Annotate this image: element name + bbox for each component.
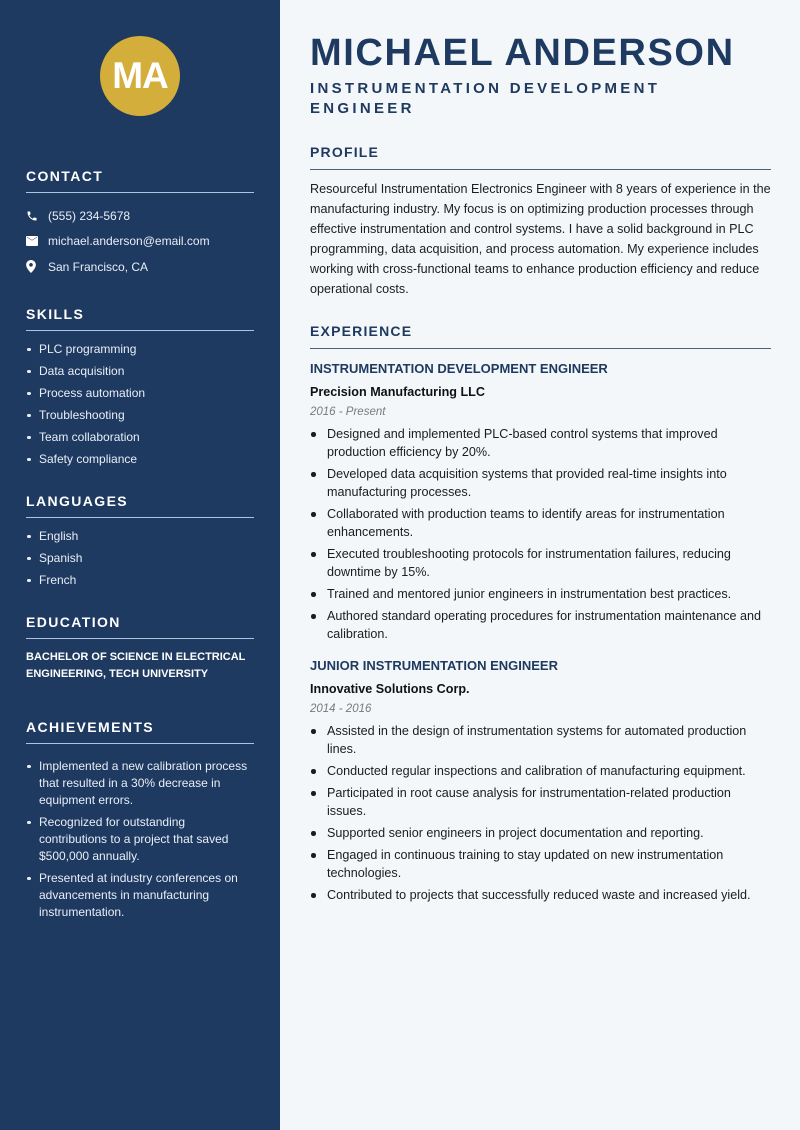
experience-heading: EXPERIENCE <box>310 323 771 349</box>
education-degree: BACHELOR OF SCIENCE IN ELECTRICAL ENGINEERING, TECH UNIVERSITY <box>26 650 246 680</box>
job-entry <box>310 360 771 643</box>
contact-section <box>26 168 254 280</box>
skills-section <box>26 306 254 468</box>
job-company: Precision Manufacturing LLC <box>310 385 485 399</box>
achievement-item: Presented at industry conferences on advancements in manufacturing instrumentation. <box>26 870 254 921</box>
achievements-list <box>26 758 254 921</box>
job-bullet: Collaborated with production teams to identify areas for instrumentation enhancements. <box>310 505 771 541</box>
job-bullets <box>310 425 771 643</box>
job-bullet: Contributed to projects that successfully reduced waste and increased yield. <box>310 886 771 904</box>
skill-item: PLC programming <box>26 341 254 358</box>
skill-item: Process automation <box>26 385 254 402</box>
education-heading: EDUCATION <box>26 614 254 639</box>
achievement-item: Implemented a new calibration process that resulted in a 30% decrease in equipment errors. <box>26 758 254 809</box>
job-company: Innovative Solutions Corp. <box>310 682 470 696</box>
job-bullet: Participated in root cause analysis for instrumentation-related production issues. <box>310 784 771 820</box>
profile-section <box>310 144 771 299</box>
language-item: English <box>26 528 254 545</box>
job-bullet: Executed troubleshooting protocols for instrumentation failures, reducing downtime by 15%. <box>310 545 771 581</box>
skills-list <box>26 341 254 468</box>
skill-item: Team collaboration <box>26 429 254 446</box>
contact-location-text: San Francisco, CA <box>48 259 149 274</box>
job-bullet: Supported senior engineers in project documentation and reporting. <box>310 824 771 842</box>
job-role: INSTRUMENTATION DEVELOPMENT ENGINEER <box>310 361 608 376</box>
languages-heading: LANGUAGES <box>26 493 254 518</box>
contact-email <box>26 229 254 255</box>
job-dates: 2014 - 2016 <box>310 703 372 715</box>
contact-phone-text[interactable]: (555) 234-5678 <box>48 208 131 223</box>
email-icon <box>26 236 48 246</box>
languages-list <box>26 528 254 589</box>
location-pin-icon <box>26 260 48 273</box>
education-section <box>26 614 254 683</box>
job-bullets <box>310 722 771 904</box>
job-entry <box>310 657 771 904</box>
skill-item: Safety compliance <box>26 451 254 468</box>
job-bullet: Assisted in the design of instrumentation systems for automated production lines. <box>310 722 771 758</box>
job-bullet: Engaged in continuous training to stay updated on new instrumentation technologies. <box>310 846 771 882</box>
candidate-title: INSTRUMENTATION DEVELOPMENT ENGINEER <box>310 80 661 117</box>
job-bullet: Authored standard operating procedures for instrumentation maintenance and calibration. <box>310 607 771 643</box>
achievements-heading: ACHIEVEMENTS <box>26 719 254 744</box>
skill-item: Troubleshooting <box>26 407 254 424</box>
job-bullet: Trained and mentored junior engineers in instrumentation best practices. <box>310 585 771 603</box>
job-bullet: Designed and implemented PLC-based control systems that improved production efficiency by 20%. <box>310 425 771 461</box>
language-item: Spanish <box>26 550 254 567</box>
contact-heading: CONTACT <box>26 168 254 193</box>
language-item: French <box>26 572 254 589</box>
main-content <box>280 0 800 1130</box>
candidate-name: MICHAEL ANDERSON <box>310 32 735 74</box>
achievements-section <box>26 719 254 921</box>
phone-icon <box>26 210 48 222</box>
job-role: JUNIOR INSTRUMENTATION ENGINEER <box>310 658 558 673</box>
experience-section <box>310 323 771 904</box>
job-bullet: Developed data acquisition systems that provided real-time insights into manufacturing processes. <box>310 465 771 501</box>
languages-section <box>26 493 254 589</box>
contact-phone <box>26 203 254 229</box>
achievement-item: Recognized for outstanding contributions to a project that saved $500,000 annually. <box>26 814 254 865</box>
avatar-initials: MA <box>100 36 180 116</box>
profile-heading: PROFILE <box>310 144 771 170</box>
profile-summary: Resourceful Instrumentation Electronics Engineer with 8 years of experience in the manufacturing industry. My focus is on optimizing production processes through effective instrumentation and control systems. I have a solid background in PLC programming, data acquisition, and process automation. My experience includes working with cross-functional teams to enhance production efficiency and reduce operational costs. <box>310 182 771 296</box>
job-bullet: Conducted regular inspections and calibration of manufacturing equipment. <box>310 762 771 780</box>
contact-email-text[interactable]: michael.anderson@email.com <box>48 234 210 249</box>
skills-heading: SKILLS <box>26 306 254 331</box>
avatar-container <box>26 0 254 160</box>
contact-location <box>26 254 254 280</box>
sidebar <box>0 0 280 1130</box>
skill-item: Data acquisition <box>26 363 254 380</box>
job-dates: 2016 - Present <box>310 406 386 418</box>
